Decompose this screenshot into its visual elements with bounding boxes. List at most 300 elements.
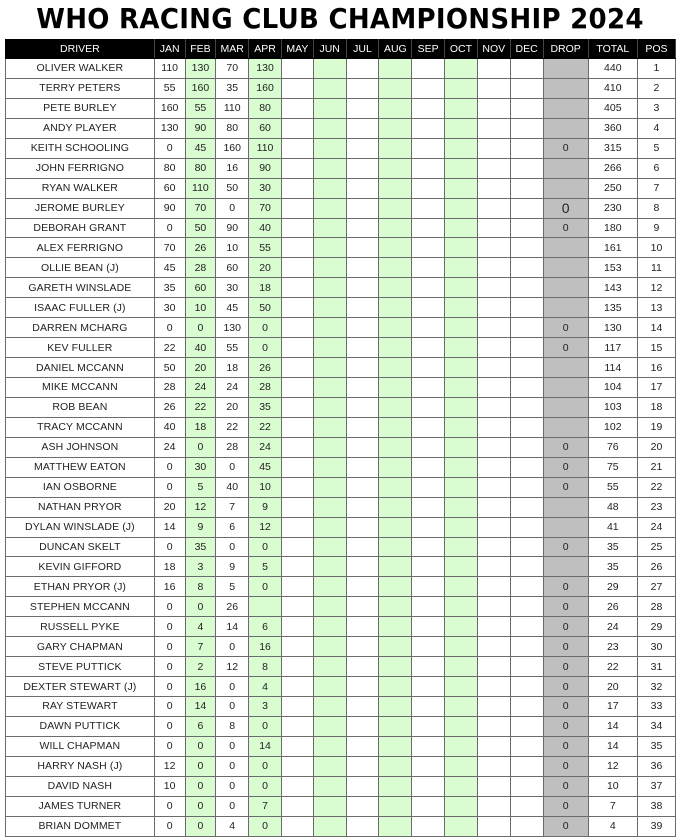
cell-drop: 0 bbox=[543, 796, 588, 816]
col-header-oct: OCT bbox=[445, 40, 478, 59]
cell-jan: 16 bbox=[154, 577, 185, 597]
cell-apr: 60 bbox=[249, 118, 282, 138]
cell-nov bbox=[477, 716, 510, 736]
cell-dec bbox=[510, 417, 543, 437]
cell-apr: 5 bbox=[249, 557, 282, 577]
cell-aug bbox=[379, 736, 412, 756]
cell-total: 41 bbox=[588, 517, 637, 537]
cell-may bbox=[281, 517, 313, 537]
table-row bbox=[6, 736, 676, 756]
cell-sep bbox=[412, 597, 445, 617]
cell-pos: 6 bbox=[637, 158, 675, 178]
cell-drop: 0 bbox=[543, 736, 588, 756]
cell-apr: 8 bbox=[249, 657, 282, 677]
cell-apr: 3 bbox=[249, 697, 282, 717]
cell-dec bbox=[510, 258, 543, 278]
cell-drop: 0 bbox=[543, 537, 588, 557]
cell-drop: 0 bbox=[543, 437, 588, 457]
cell-pos: 21 bbox=[637, 457, 675, 477]
driver-name: DEXTER STEWART (J) bbox=[6, 677, 155, 697]
cell-mar: 60 bbox=[216, 258, 249, 278]
cell-apr: 14 bbox=[249, 736, 282, 756]
cell-jul bbox=[346, 78, 379, 98]
cell-oct bbox=[445, 597, 478, 617]
cell-jan: 110 bbox=[154, 59, 185, 79]
cell-jun bbox=[313, 716, 346, 736]
cell-apr: 0 bbox=[249, 577, 282, 597]
table-row bbox=[6, 756, 676, 776]
cell-apr: 90 bbox=[249, 158, 282, 178]
cell-jul bbox=[346, 796, 379, 816]
cell-aug bbox=[379, 437, 412, 457]
cell-sep bbox=[412, 98, 445, 118]
cell-mar: 0 bbox=[216, 736, 249, 756]
cell-mar: 10 bbox=[216, 238, 249, 258]
cell-drop bbox=[543, 278, 588, 298]
cell-mar: 160 bbox=[216, 138, 249, 158]
cell-feb: 0 bbox=[185, 318, 216, 338]
table-row bbox=[6, 557, 676, 577]
cell-jul bbox=[346, 278, 379, 298]
cell-mar: 110 bbox=[216, 98, 249, 118]
cell-nov bbox=[477, 756, 510, 776]
cell-total: 14 bbox=[588, 736, 637, 756]
driver-name: GARETH WINSLADE bbox=[6, 278, 155, 298]
cell-oct bbox=[445, 59, 478, 79]
cell-jun bbox=[313, 298, 346, 318]
table-row bbox=[6, 417, 676, 437]
cell-pos: 7 bbox=[637, 178, 675, 198]
cell-jun bbox=[313, 178, 346, 198]
driver-name: ISAAC FULLER (J) bbox=[6, 298, 155, 318]
cell-oct bbox=[445, 796, 478, 816]
table-row bbox=[6, 697, 676, 717]
table-row bbox=[6, 517, 676, 537]
cell-jan: 0 bbox=[154, 597, 185, 617]
cell-sep bbox=[412, 198, 445, 218]
cell-dec bbox=[510, 816, 543, 836]
cell-oct bbox=[445, 138, 478, 158]
driver-name: KEITH SCHOOLING bbox=[6, 138, 155, 158]
cell-dec bbox=[510, 677, 543, 697]
cell-jul bbox=[346, 118, 379, 138]
cell-pos: 14 bbox=[637, 318, 675, 338]
cell-mar: 0 bbox=[216, 198, 249, 218]
cell-jul bbox=[346, 397, 379, 417]
cell-sep bbox=[412, 238, 445, 258]
cell-may bbox=[281, 158, 313, 178]
cell-nov bbox=[477, 657, 510, 677]
cell-mar: 0 bbox=[216, 756, 249, 776]
cell-apr: 20 bbox=[249, 258, 282, 278]
cell-jun bbox=[313, 577, 346, 597]
cell-oct bbox=[445, 697, 478, 717]
cell-oct bbox=[445, 816, 478, 836]
cell-drop bbox=[543, 417, 588, 437]
cell-oct bbox=[445, 178, 478, 198]
cell-jan: 22 bbox=[154, 338, 185, 358]
cell-apr: 18 bbox=[249, 278, 282, 298]
cell-nov bbox=[477, 118, 510, 138]
cell-nov bbox=[477, 318, 510, 338]
cell-jun bbox=[313, 796, 346, 816]
cell-apr: 0 bbox=[249, 776, 282, 796]
cell-dec bbox=[510, 298, 543, 318]
cell-jan: 40 bbox=[154, 417, 185, 437]
cell-jan: 55 bbox=[154, 78, 185, 98]
cell-jul bbox=[346, 736, 379, 756]
cell-jul bbox=[346, 258, 379, 278]
cell-mar: 0 bbox=[216, 677, 249, 697]
cell-jan: 10 bbox=[154, 776, 185, 796]
table-row bbox=[6, 577, 676, 597]
cell-dec bbox=[510, 198, 543, 218]
cell-dec bbox=[510, 178, 543, 198]
cell-mar: 4 bbox=[216, 816, 249, 836]
cell-apr: 0 bbox=[249, 338, 282, 358]
cell-nov bbox=[477, 218, 510, 238]
cell-feb: 110 bbox=[185, 178, 216, 198]
cell-may bbox=[281, 697, 313, 717]
cell-may bbox=[281, 218, 313, 238]
cell-jul bbox=[346, 358, 379, 378]
cell-jul bbox=[346, 158, 379, 178]
cell-feb: 12 bbox=[185, 497, 216, 517]
cell-mar: 0 bbox=[216, 697, 249, 717]
cell-dec bbox=[510, 338, 543, 358]
cell-mar: 18 bbox=[216, 358, 249, 378]
cell-mar: 20 bbox=[216, 397, 249, 417]
cell-sep bbox=[412, 358, 445, 378]
driver-name: MIKE MCCANN bbox=[6, 378, 155, 398]
cell-oct bbox=[445, 158, 478, 178]
cell-apr: 50 bbox=[249, 298, 282, 318]
cell-sep bbox=[412, 637, 445, 657]
col-header-nov: NOV bbox=[477, 40, 510, 59]
cell-jul bbox=[346, 677, 379, 697]
driver-name: JOHN FERRIGNO bbox=[6, 158, 155, 178]
table-row bbox=[6, 59, 676, 79]
cell-nov bbox=[477, 597, 510, 617]
cell-aug bbox=[379, 457, 412, 477]
cell-aug bbox=[379, 198, 412, 218]
cell-sep bbox=[412, 677, 445, 697]
table-row bbox=[6, 497, 676, 517]
cell-jun bbox=[313, 78, 346, 98]
cell-feb: 2 bbox=[185, 657, 216, 677]
driver-name: DANIEL MCCANN bbox=[6, 358, 155, 378]
cell-drop: 0 bbox=[543, 617, 588, 637]
cell-dec bbox=[510, 138, 543, 158]
cell-apr: 7 bbox=[249, 796, 282, 816]
cell-dec bbox=[510, 457, 543, 477]
cell-jun bbox=[313, 118, 346, 138]
cell-oct bbox=[445, 716, 478, 736]
cell-total: 153 bbox=[588, 258, 637, 278]
cell-sep bbox=[412, 278, 445, 298]
cell-dec bbox=[510, 98, 543, 118]
cell-apr: 35 bbox=[249, 397, 282, 417]
cell-apr: 130 bbox=[249, 59, 282, 79]
cell-oct bbox=[445, 437, 478, 457]
cell-may bbox=[281, 617, 313, 637]
cell-pos: 1 bbox=[637, 59, 675, 79]
col-header-drop: DROP bbox=[543, 40, 588, 59]
cell-mar: 90 bbox=[216, 218, 249, 238]
cell-may bbox=[281, 756, 313, 776]
cell-total: 104 bbox=[588, 378, 637, 398]
cell-may bbox=[281, 378, 313, 398]
cell-pos: 39 bbox=[637, 816, 675, 836]
cell-jul bbox=[346, 637, 379, 657]
cell-nov bbox=[477, 198, 510, 218]
cell-oct bbox=[445, 537, 478, 557]
table-row bbox=[6, 477, 676, 497]
cell-aug bbox=[379, 697, 412, 717]
cell-dec bbox=[510, 597, 543, 617]
cell-jan: 0 bbox=[154, 736, 185, 756]
cell-oct bbox=[445, 278, 478, 298]
cell-drop: 0 bbox=[543, 338, 588, 358]
cell-oct bbox=[445, 657, 478, 677]
cell-aug bbox=[379, 218, 412, 238]
cell-total: 117 bbox=[588, 338, 637, 358]
cell-nov bbox=[477, 98, 510, 118]
cell-sep bbox=[412, 78, 445, 98]
cell-aug bbox=[379, 617, 412, 637]
cell-jan: 0 bbox=[154, 537, 185, 557]
cell-jul bbox=[346, 198, 379, 218]
cell-mar: 50 bbox=[216, 178, 249, 198]
cell-apr: 70 bbox=[249, 198, 282, 218]
cell-jun bbox=[313, 457, 346, 477]
cell-dec bbox=[510, 318, 543, 338]
table-row bbox=[6, 178, 676, 198]
cell-jan: 0 bbox=[154, 617, 185, 637]
driver-name: DYLAN WINSLADE (J) bbox=[6, 517, 155, 537]
cell-feb: 0 bbox=[185, 736, 216, 756]
cell-nov bbox=[477, 457, 510, 477]
cell-oct bbox=[445, 756, 478, 776]
col-header-sep: SEP bbox=[412, 40, 445, 59]
table-row bbox=[6, 397, 676, 417]
cell-jan: 50 bbox=[154, 358, 185, 378]
cell-feb: 90 bbox=[185, 118, 216, 138]
cell-jun bbox=[313, 677, 346, 697]
cell-drop: 0 bbox=[543, 597, 588, 617]
driver-name: ETHAN PRYOR (J) bbox=[6, 577, 155, 597]
table-row bbox=[6, 457, 676, 477]
cell-aug bbox=[379, 756, 412, 776]
cell-may bbox=[281, 178, 313, 198]
cell-sep bbox=[412, 338, 445, 358]
cell-apr: 12 bbox=[249, 517, 282, 537]
cell-jan: 80 bbox=[154, 158, 185, 178]
cell-oct bbox=[445, 677, 478, 697]
cell-pos: 19 bbox=[637, 417, 675, 437]
cell-jun bbox=[313, 158, 346, 178]
cell-sep bbox=[412, 477, 445, 497]
cell-nov bbox=[477, 637, 510, 657]
cell-dec bbox=[510, 557, 543, 577]
cell-pos: 20 bbox=[637, 437, 675, 457]
cell-feb: 9 bbox=[185, 517, 216, 537]
cell-pos: 15 bbox=[637, 338, 675, 358]
driver-name: DARREN MCHARG bbox=[6, 318, 155, 338]
cell-pos: 10 bbox=[637, 238, 675, 258]
cell-dec bbox=[510, 796, 543, 816]
cell-jul bbox=[346, 756, 379, 776]
cell-sep bbox=[412, 497, 445, 517]
cell-sep bbox=[412, 816, 445, 836]
cell-jan: 0 bbox=[154, 657, 185, 677]
driver-name: TERRY PETERS bbox=[6, 78, 155, 98]
cell-may bbox=[281, 816, 313, 836]
table-row bbox=[6, 78, 676, 98]
cell-jul bbox=[346, 557, 379, 577]
cell-jan: 70 bbox=[154, 238, 185, 258]
cell-aug bbox=[379, 517, 412, 537]
cell-pos: 9 bbox=[637, 218, 675, 238]
cell-apr: 0 bbox=[249, 816, 282, 836]
cell-drop bbox=[543, 397, 588, 417]
driver-name: DEBORAH GRANT bbox=[6, 218, 155, 238]
cell-pos: 30 bbox=[637, 637, 675, 657]
col-header-jan: JAN bbox=[154, 40, 185, 59]
cell-total: 250 bbox=[588, 178, 637, 198]
table-row bbox=[6, 597, 676, 617]
cell-nov bbox=[477, 796, 510, 816]
cell-jul bbox=[346, 457, 379, 477]
cell-feb: 8 bbox=[185, 577, 216, 597]
table-row bbox=[6, 637, 676, 657]
cell-nov bbox=[477, 617, 510, 637]
cell-aug bbox=[379, 397, 412, 417]
table-row bbox=[6, 537, 676, 557]
cell-aug bbox=[379, 318, 412, 338]
cell-pos: 27 bbox=[637, 577, 675, 597]
cell-mar: 35 bbox=[216, 78, 249, 98]
cell-dec bbox=[510, 278, 543, 298]
cell-jun bbox=[313, 318, 346, 338]
table-row bbox=[6, 716, 676, 736]
cell-dec bbox=[510, 378, 543, 398]
col-header-driver: DRIVER bbox=[6, 40, 155, 59]
cell-drop bbox=[543, 258, 588, 278]
cell-nov bbox=[477, 736, 510, 756]
cell-feb: 80 bbox=[185, 158, 216, 178]
cell-may bbox=[281, 318, 313, 338]
driver-name: JAMES TURNER bbox=[6, 796, 155, 816]
cell-drop: 0 bbox=[543, 716, 588, 736]
cell-feb: 0 bbox=[185, 776, 216, 796]
cell-jan: 12 bbox=[154, 756, 185, 776]
cell-jan: 0 bbox=[154, 138, 185, 158]
cell-jul bbox=[346, 617, 379, 637]
cell-total: 266 bbox=[588, 158, 637, 178]
cell-aug bbox=[379, 338, 412, 358]
col-header-pos: POS bbox=[637, 40, 675, 59]
cell-drop: 0 bbox=[543, 776, 588, 796]
cell-nov bbox=[477, 537, 510, 557]
cell-aug bbox=[379, 138, 412, 158]
cell-feb: 4 bbox=[185, 617, 216, 637]
cell-may bbox=[281, 537, 313, 557]
cell-mar: 7 bbox=[216, 497, 249, 517]
cell-pos: 23 bbox=[637, 497, 675, 517]
driver-name: RYAN WALKER bbox=[6, 178, 155, 198]
cell-may bbox=[281, 138, 313, 158]
cell-oct bbox=[445, 258, 478, 278]
cell-apr: 40 bbox=[249, 218, 282, 238]
cell-jul bbox=[346, 98, 379, 118]
cell-aug bbox=[379, 776, 412, 796]
cell-oct bbox=[445, 457, 478, 477]
cell-may bbox=[281, 677, 313, 697]
table-row bbox=[6, 358, 676, 378]
cell-dec bbox=[510, 118, 543, 138]
table-row bbox=[6, 138, 676, 158]
standings-table bbox=[5, 39, 676, 837]
cell-pos: 4 bbox=[637, 118, 675, 138]
cell-pos: 35 bbox=[637, 736, 675, 756]
driver-name: DUNCAN SKELT bbox=[6, 537, 155, 557]
cell-feb: 16 bbox=[185, 677, 216, 697]
cell-feb: 0 bbox=[185, 756, 216, 776]
driver-name: OLIVER WALKER bbox=[6, 59, 155, 79]
cell-aug bbox=[379, 796, 412, 816]
cell-jul bbox=[346, 437, 379, 457]
cell-feb: 40 bbox=[185, 338, 216, 358]
cell-total: 26 bbox=[588, 597, 637, 617]
cell-drop bbox=[543, 238, 588, 258]
driver-name: IAN OSBORNE bbox=[6, 477, 155, 497]
cell-total: 130 bbox=[588, 318, 637, 338]
cell-total: 14 bbox=[588, 716, 637, 736]
cell-may bbox=[281, 577, 313, 597]
cell-total: 114 bbox=[588, 358, 637, 378]
col-header-jun: JUN bbox=[313, 40, 346, 59]
cell-feb: 7 bbox=[185, 637, 216, 657]
cell-drop: 0 bbox=[543, 138, 588, 158]
cell-may bbox=[281, 397, 313, 417]
cell-mar: 6 bbox=[216, 517, 249, 537]
cell-jul bbox=[346, 657, 379, 677]
cell-feb: 0 bbox=[185, 597, 216, 617]
cell-jan: 24 bbox=[154, 437, 185, 457]
driver-name: TRACY MCCANN bbox=[6, 417, 155, 437]
cell-dec bbox=[510, 776, 543, 796]
cell-mar: 24 bbox=[216, 378, 249, 398]
cell-aug bbox=[379, 577, 412, 597]
driver-name: PETE BURLEY bbox=[6, 98, 155, 118]
cell-jun bbox=[313, 98, 346, 118]
driver-name: BRIAN DOMMET bbox=[6, 816, 155, 836]
cell-nov bbox=[477, 397, 510, 417]
cell-oct bbox=[445, 338, 478, 358]
cell-aug bbox=[379, 78, 412, 98]
cell-mar: 40 bbox=[216, 477, 249, 497]
cell-apr: 9 bbox=[249, 497, 282, 517]
cell-dec bbox=[510, 477, 543, 497]
cell-mar: 45 bbox=[216, 298, 249, 318]
page-title: WHO RACING CLUB CHAMPIONSHIP 2024 bbox=[36, 2, 644, 35]
cell-oct bbox=[445, 358, 478, 378]
cell-dec bbox=[510, 437, 543, 457]
driver-name: NATHAN PRYOR bbox=[6, 497, 155, 517]
cell-total: 22 bbox=[588, 657, 637, 677]
cell-pos: 33 bbox=[637, 697, 675, 717]
